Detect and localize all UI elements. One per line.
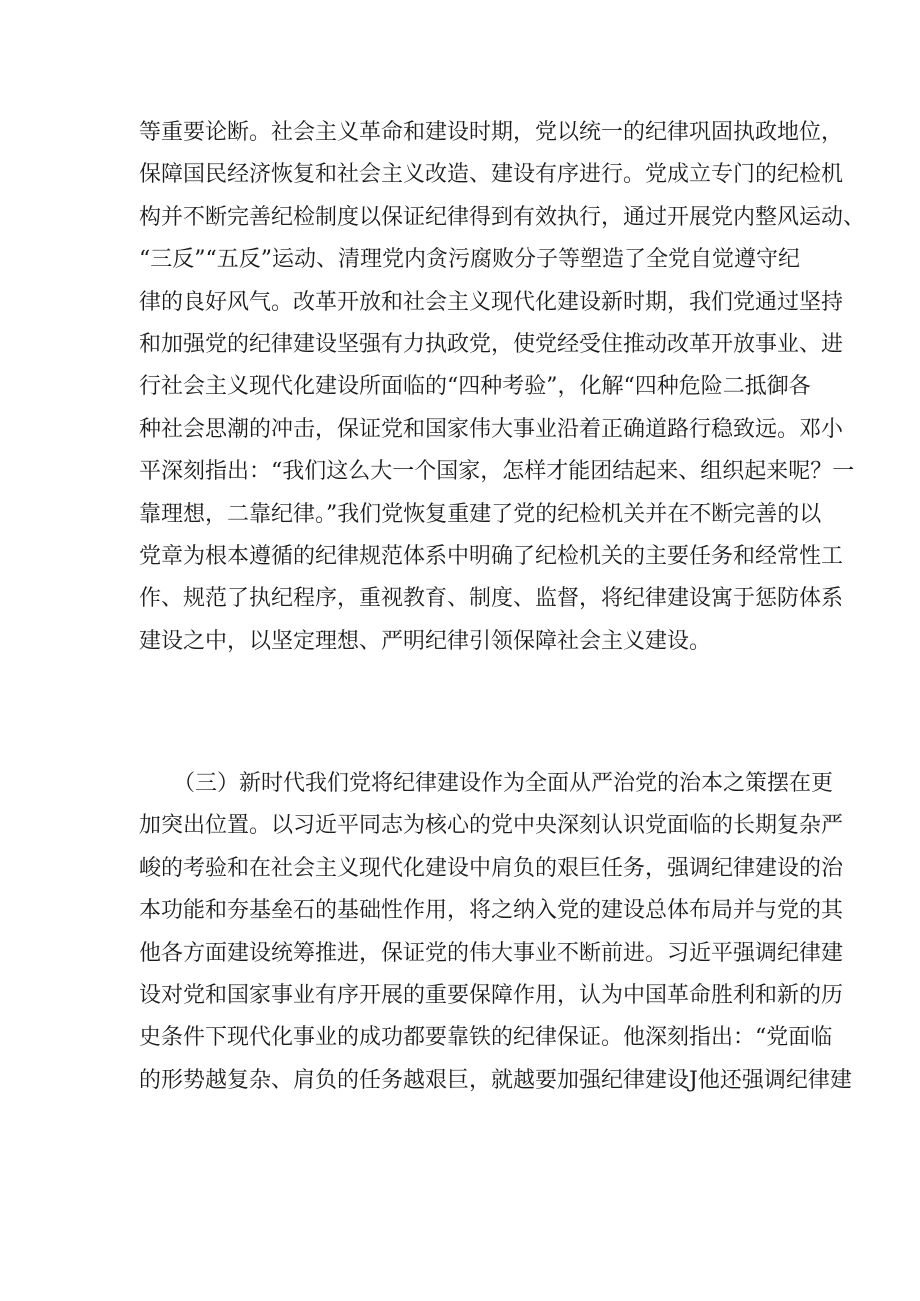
text-line: 种社会思潮的冲击，保证党和国家伟大事业沿着正确道路行稳致远。邓小 xyxy=(139,416,844,442)
text-line: 靠理想，二靠纪律。”我们党恢复重建了党的纪检机关并在不断完善的以 xyxy=(139,501,822,527)
text-line: “三反”“五反”运动、清理党内贪污腐败分子等塑造了全党自觉遵守纪 xyxy=(139,247,800,273)
text-line: 加突出位置。以习近平同志为核心的党中央深刻认识党面临的长期复杂严 xyxy=(139,813,844,839)
text-line: 建设之中，以坚定理想、严明纪律引领保障社会主义建设。 xyxy=(139,628,712,654)
text-line: 和加强党的纪律建设坚强有力执政党，使党经受住推动改革开放事业、进 xyxy=(139,331,844,357)
text-line: 峻的考验和在社会主义现代化建设中肩负的艰巨任务，强调纪律建设的治 xyxy=(139,855,844,881)
text-line: 他各方面建设统筹推进，保证党的伟大事业不断前进。习近平强调纪律建 xyxy=(139,940,844,966)
text-line: 平深刻指出：“我们这么大一个国家，怎样才能团结起来、组织起来呢？一 xyxy=(139,459,855,485)
text-line: 构并不断完善纪检制度以保证纪律得到有效执行，通过开展党内整风运动、 xyxy=(139,204,866,230)
text-line: 本功能和夯基垒石的基础性作用，将之纳入党的建设总体布局并与党的其 xyxy=(139,898,844,924)
text-line: 保障国民经济恢复和社会主义改造、建设有序进行。党成立专门的纪检机 xyxy=(139,162,844,188)
paragraph-2 xyxy=(139,763,852,1102)
text-line: 党章为根本遵循的纪律规范体系中明确了纪检机关的主要任务和经常性工 xyxy=(139,543,844,569)
text-line: 设对党和国家事业有序开展的重要保障作用，认为中国革命胜利和新的历 xyxy=(139,982,844,1008)
text-line: 史条件下现代化事业的成功都要靠铁的纪律保证。他深刻指出：“党面临 xyxy=(139,1025,833,1051)
text-line: 等重要论断。社会主义革命和建设时期，党以统一的纪律巩固执政地位， xyxy=(139,120,844,145)
text-line-first: （三）新时代我们党将纪律建设作为全面从严治党的治本之策摆在更 xyxy=(173,771,834,796)
text-line: 律的良好风气。改革开放和社会主义现代化建设新时期，我们党通过坚持 xyxy=(139,289,844,315)
text-line: 行社会主义现代化建设所面临的“四种考验”，化解“四种危险二抵御各 xyxy=(139,374,811,400)
paragraph-1 xyxy=(139,112,866,663)
text-line: 的形势越复杂、肩负的任务越艰巨，就越要加强纪律建设J他还强调纪律建 xyxy=(139,1067,852,1093)
text-line: 作、规范了执纪程序，重视教育、制度、监督，将纪律建设寓于惩防体系 xyxy=(139,586,844,612)
